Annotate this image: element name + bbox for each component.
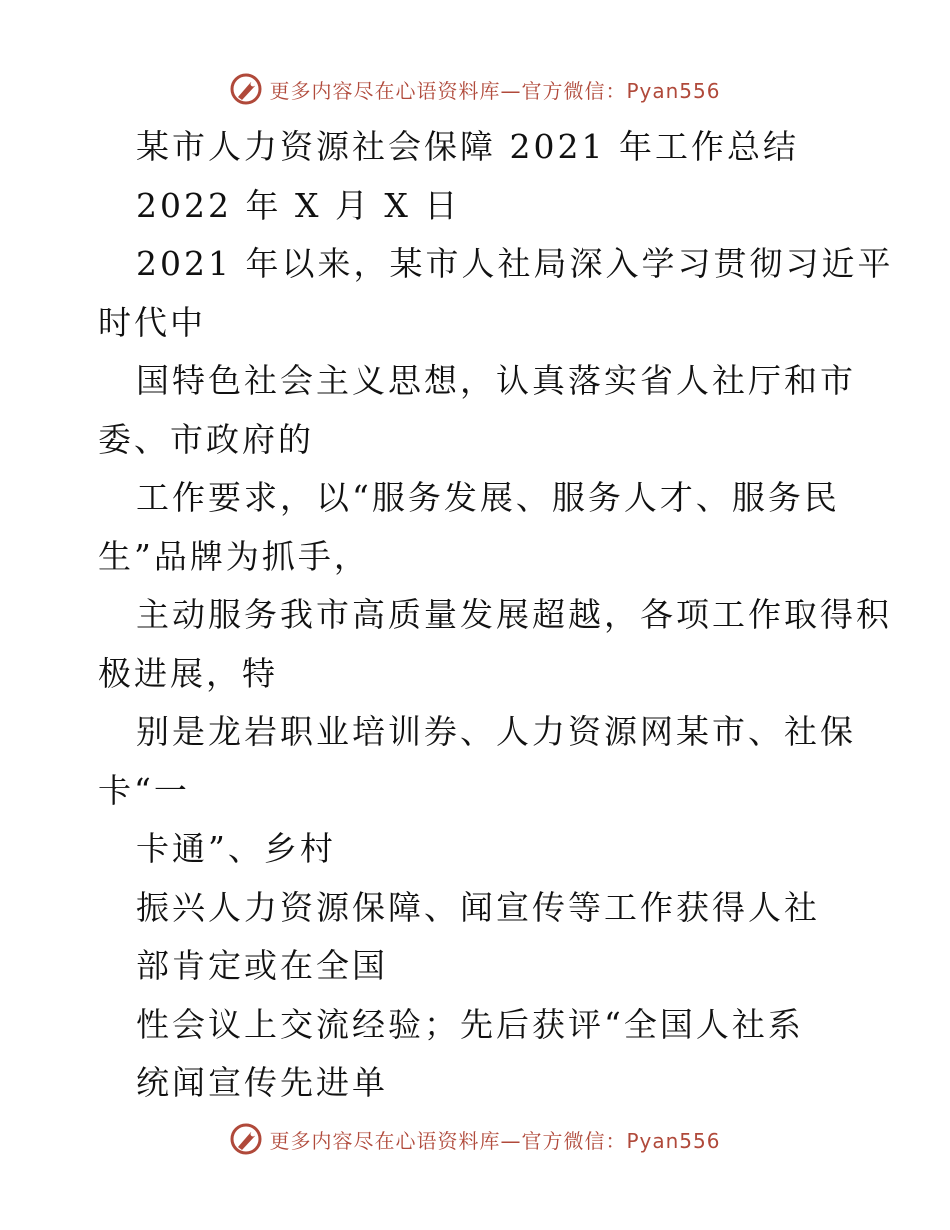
text-line: 主动服务我市高质量发展超越，各项工作取得积 bbox=[136, 595, 892, 634]
text-line: 生”品牌为抓手， bbox=[98, 536, 370, 576]
document-title: 某市人力资源社会保障 2021 年工作总结 bbox=[136, 127, 799, 166]
text-line: 委、市政府的 bbox=[98, 419, 314, 459]
text-line: 国特色社会主义思想，认真落实省人社厅和市 bbox=[136, 361, 856, 400]
text-line: 性会议上交流经验；先后获评“全国人社系 bbox=[136, 1004, 804, 1044]
watermark-footer bbox=[0, 1122, 950, 1156]
text-line: 极进展，特 bbox=[98, 653, 278, 693]
pen-logo-icon bbox=[229, 1122, 263, 1156]
text-line: 卡通”、乡村 bbox=[136, 829, 336, 868]
text-line: 时代中 bbox=[98, 302, 206, 342]
document-body bbox=[98, 118, 894, 1113]
text-line: 2021 年以来，某市人社局深入学习贯彻习近平 bbox=[136, 244, 894, 283]
watermark-text: 更多内容尽在心语资料库—官方微信：Pyan556 bbox=[269, 78, 721, 103]
pen-logo-icon bbox=[229, 72, 263, 106]
text-line: 别是龙岩职业培训券、人力资源网某市、社保 bbox=[136, 712, 856, 751]
watermark-header bbox=[0, 72, 950, 106]
text-line: 统闻宣传先进单 bbox=[136, 1063, 388, 1102]
watermark-text: 更多内容尽在心语资料库—官方微信：Pyan556 bbox=[269, 1128, 721, 1153]
text-line: 工作要求，以“服务发展、服务人才、服务民 bbox=[136, 478, 840, 517]
text-line: 部肯定或在全国 bbox=[136, 946, 388, 985]
text-line: 振兴人力资源保障、闻宣传等工作获得人社 bbox=[136, 887, 820, 927]
text-line: 卡“一 bbox=[98, 770, 190, 810]
document-date: 2022 年 X 月 X 日 bbox=[136, 185, 461, 225]
